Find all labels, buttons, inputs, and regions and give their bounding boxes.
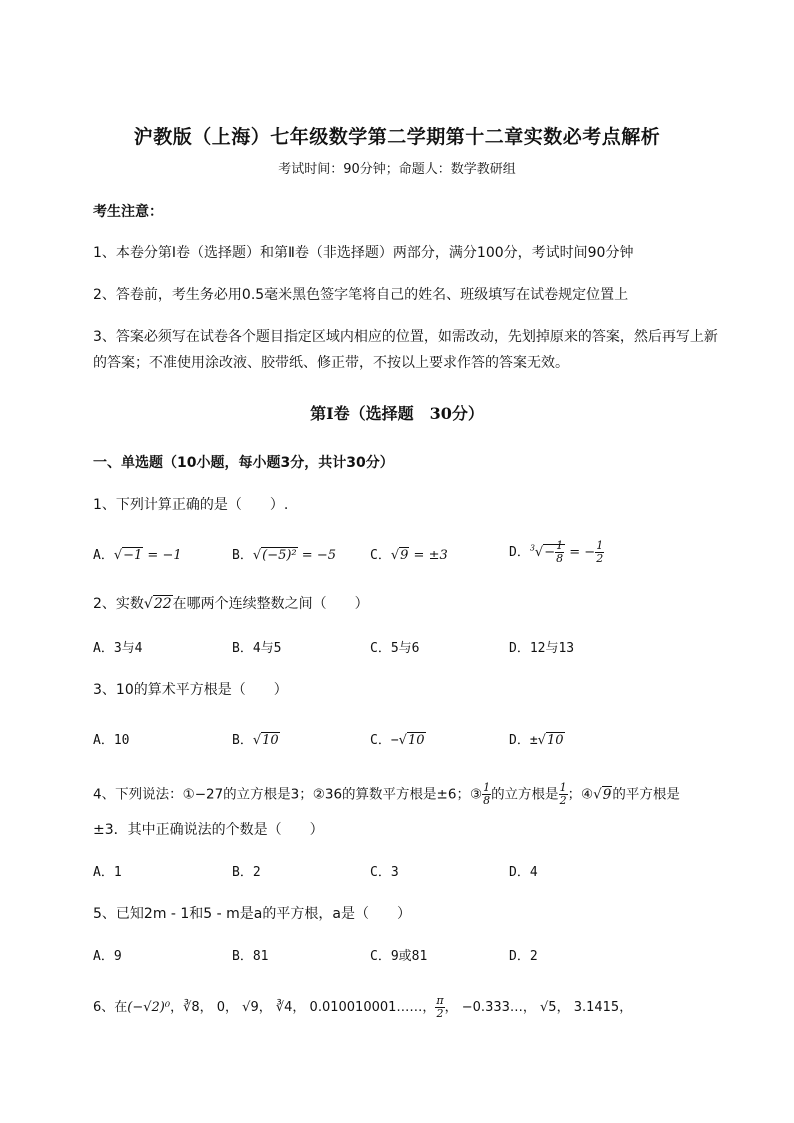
question-4-stem: 4、下列说法：①−27的立方根是3；②36的算数平方根是±6；③ $\frac{1}{8}$ 的立方根是 $\frac{1}{2}$ ；④√9的平方根是 [93, 781, 680, 807]
question-5-stem: 5、已知2m - 1和5 - m是a的平方根，a是（ ） [93, 906, 411, 922]
option-rest: = ±3 [409, 548, 448, 563]
option-label: C． [370, 548, 391, 563]
question-5-option-c[interactable]: C．9或81 [370, 949, 428, 964]
neg-sign: − [544, 545, 556, 560]
question-5-option-a[interactable]: A．9 [93, 949, 122, 964]
notice-item-3: 3、答案必须写在试卷各个题目指定区域内相应的位置，如需改动，先划掉原来的答案，然后再写上新 [93, 329, 718, 345]
option-label: B． [232, 548, 253, 563]
stem-text: 在哪两个连续整数之间（ ） [172, 596, 369, 612]
question-2-stem: 2、实数√22在哪两个连续整数之间（ ） [93, 596, 369, 612]
question-4-option-d[interactable]: D．4 [509, 865, 538, 880]
numerator: π [436, 994, 444, 1007]
option-rest: = − [565, 545, 596, 560]
question-3-stem: 3、10的算术平方根是（ ） [93, 682, 288, 698]
question-6-stem [93, 995, 632, 1020]
question-2-option-c[interactable]: C．5与6 [370, 641, 420, 656]
option-rest: = −5 [297, 548, 336, 563]
option-label: D． [509, 545, 530, 560]
numerator: 1 [559, 781, 567, 794]
question-2-option-a[interactable]: A．3与4 [93, 641, 143, 656]
question-2-option-d[interactable]: D．12与13 [509, 641, 575, 656]
question-1-option-a[interactable]: A．√−1 = −1 [93, 548, 182, 563]
question-4-option-c[interactable]: C．3 [370, 865, 399, 880]
root-index: 3 [529, 543, 535, 553]
question-1-option-b[interactable]: B．√(−5)² = −5 [232, 548, 336, 563]
question-3-option-b[interactable]: B．√10 [232, 733, 279, 748]
radicand: −1 [123, 548, 143, 563]
radicand: 9 [602, 786, 612, 803]
denominator: 2 [436, 1007, 444, 1020]
numerator: 1 [483, 781, 491, 794]
numerator: 1 [596, 539, 604, 552]
question-1-option-d[interactable]: D．$^3$√− $\frac{1}{8}$ = − $\frac{1}{2}$ [509, 539, 604, 565]
notice-item-3-cont: 的答案；不准使用涂改液、胶带纸、修正带，不按以上要求作答的答案无效。 [93, 355, 569, 371]
stem-text: 6、在 [93, 1000, 128, 1015]
radicand: 10 [407, 733, 425, 748]
question-3-option-c[interactable]: C．−√10 [370, 733, 425, 748]
question-4-option-b[interactable]: B．2 [232, 865, 261, 880]
option-label: A． [93, 548, 114, 563]
denominator: 2 [559, 794, 567, 807]
radicand: 9 [400, 548, 409, 563]
question-5-option-b[interactable]: B．81 [232, 949, 269, 964]
radicand: 10 [262, 733, 279, 748]
stem-text: ；④ [567, 786, 594, 803]
question-4-option-a[interactable]: A．1 [93, 865, 122, 880]
radicand: (−5)² [262, 548, 297, 563]
part-heading: 一、单选题（10小题，每小题3分，共计30分） [93, 455, 394, 471]
math-term: (−√2)⁰ [127, 1000, 171, 1015]
question-1-stem: 1、下列计算正确的是（ ）. [93, 497, 289, 513]
option-rest: = −1 [143, 548, 182, 563]
denominator: 8 [556, 552, 564, 565]
option-label: D．± [509, 733, 538, 748]
question-1-option-c[interactable]: C．√9 = ±3 [370, 548, 448, 563]
stem-text: ，∛8， 0， √9， ∛4， 0.010010001……， [170, 1000, 436, 1015]
question-2-option-b[interactable]: B．4与5 [232, 641, 282, 656]
stem-text: ， −0.333…， √5， 3.1415， [444, 1000, 633, 1015]
page-title: 沪教版（上海）七年级数学第二学期第十二章实数必考点解析 [133, 126, 661, 148]
question-5-option-d[interactable]: D．2 [509, 949, 538, 964]
denominator: 2 [596, 552, 604, 565]
option-label: C．− [370, 733, 399, 748]
numerator: 1 [556, 539, 564, 552]
section-title: 第I卷（选择题 30分） [310, 404, 484, 423]
stem-text: 2、实数 [93, 596, 144, 612]
notice-heading: 考生注意： [93, 204, 163, 220]
option-label: B． [232, 733, 253, 748]
notice-item-1: 1、本卷分第I卷（选择题）和第Ⅱ卷（非选择题）两部分，满分100分，考试时间90分钟 [93, 245, 634, 261]
notice-item-2: 2、答卷前，考生务必用0.5毫米黑色签字笔将自己的姓名、班级填写在试卷规定位置上 [93, 287, 629, 303]
stem-text: 的立方根是 [491, 786, 559, 803]
question-3-option-a[interactable]: A．10 [93, 733, 130, 748]
stem-text: 的平方根是 [612, 786, 680, 803]
question-3-option-d[interactable]: D．±√10 [509, 733, 564, 748]
stem-text: 4、下列说法：①−27的立方根是3；②36的算数平方根是±6；③ [93, 786, 483, 803]
question-4-stem-cont: ±3．其中正确说法的个数是（ ） [93, 822, 324, 838]
radicand: 22 [153, 596, 172, 612]
radicand: 10 [546, 733, 564, 748]
exam-info: 考试时间：90分钟；命题人：数学教研组 [278, 162, 516, 177]
denominator: 8 [483, 794, 491, 807]
